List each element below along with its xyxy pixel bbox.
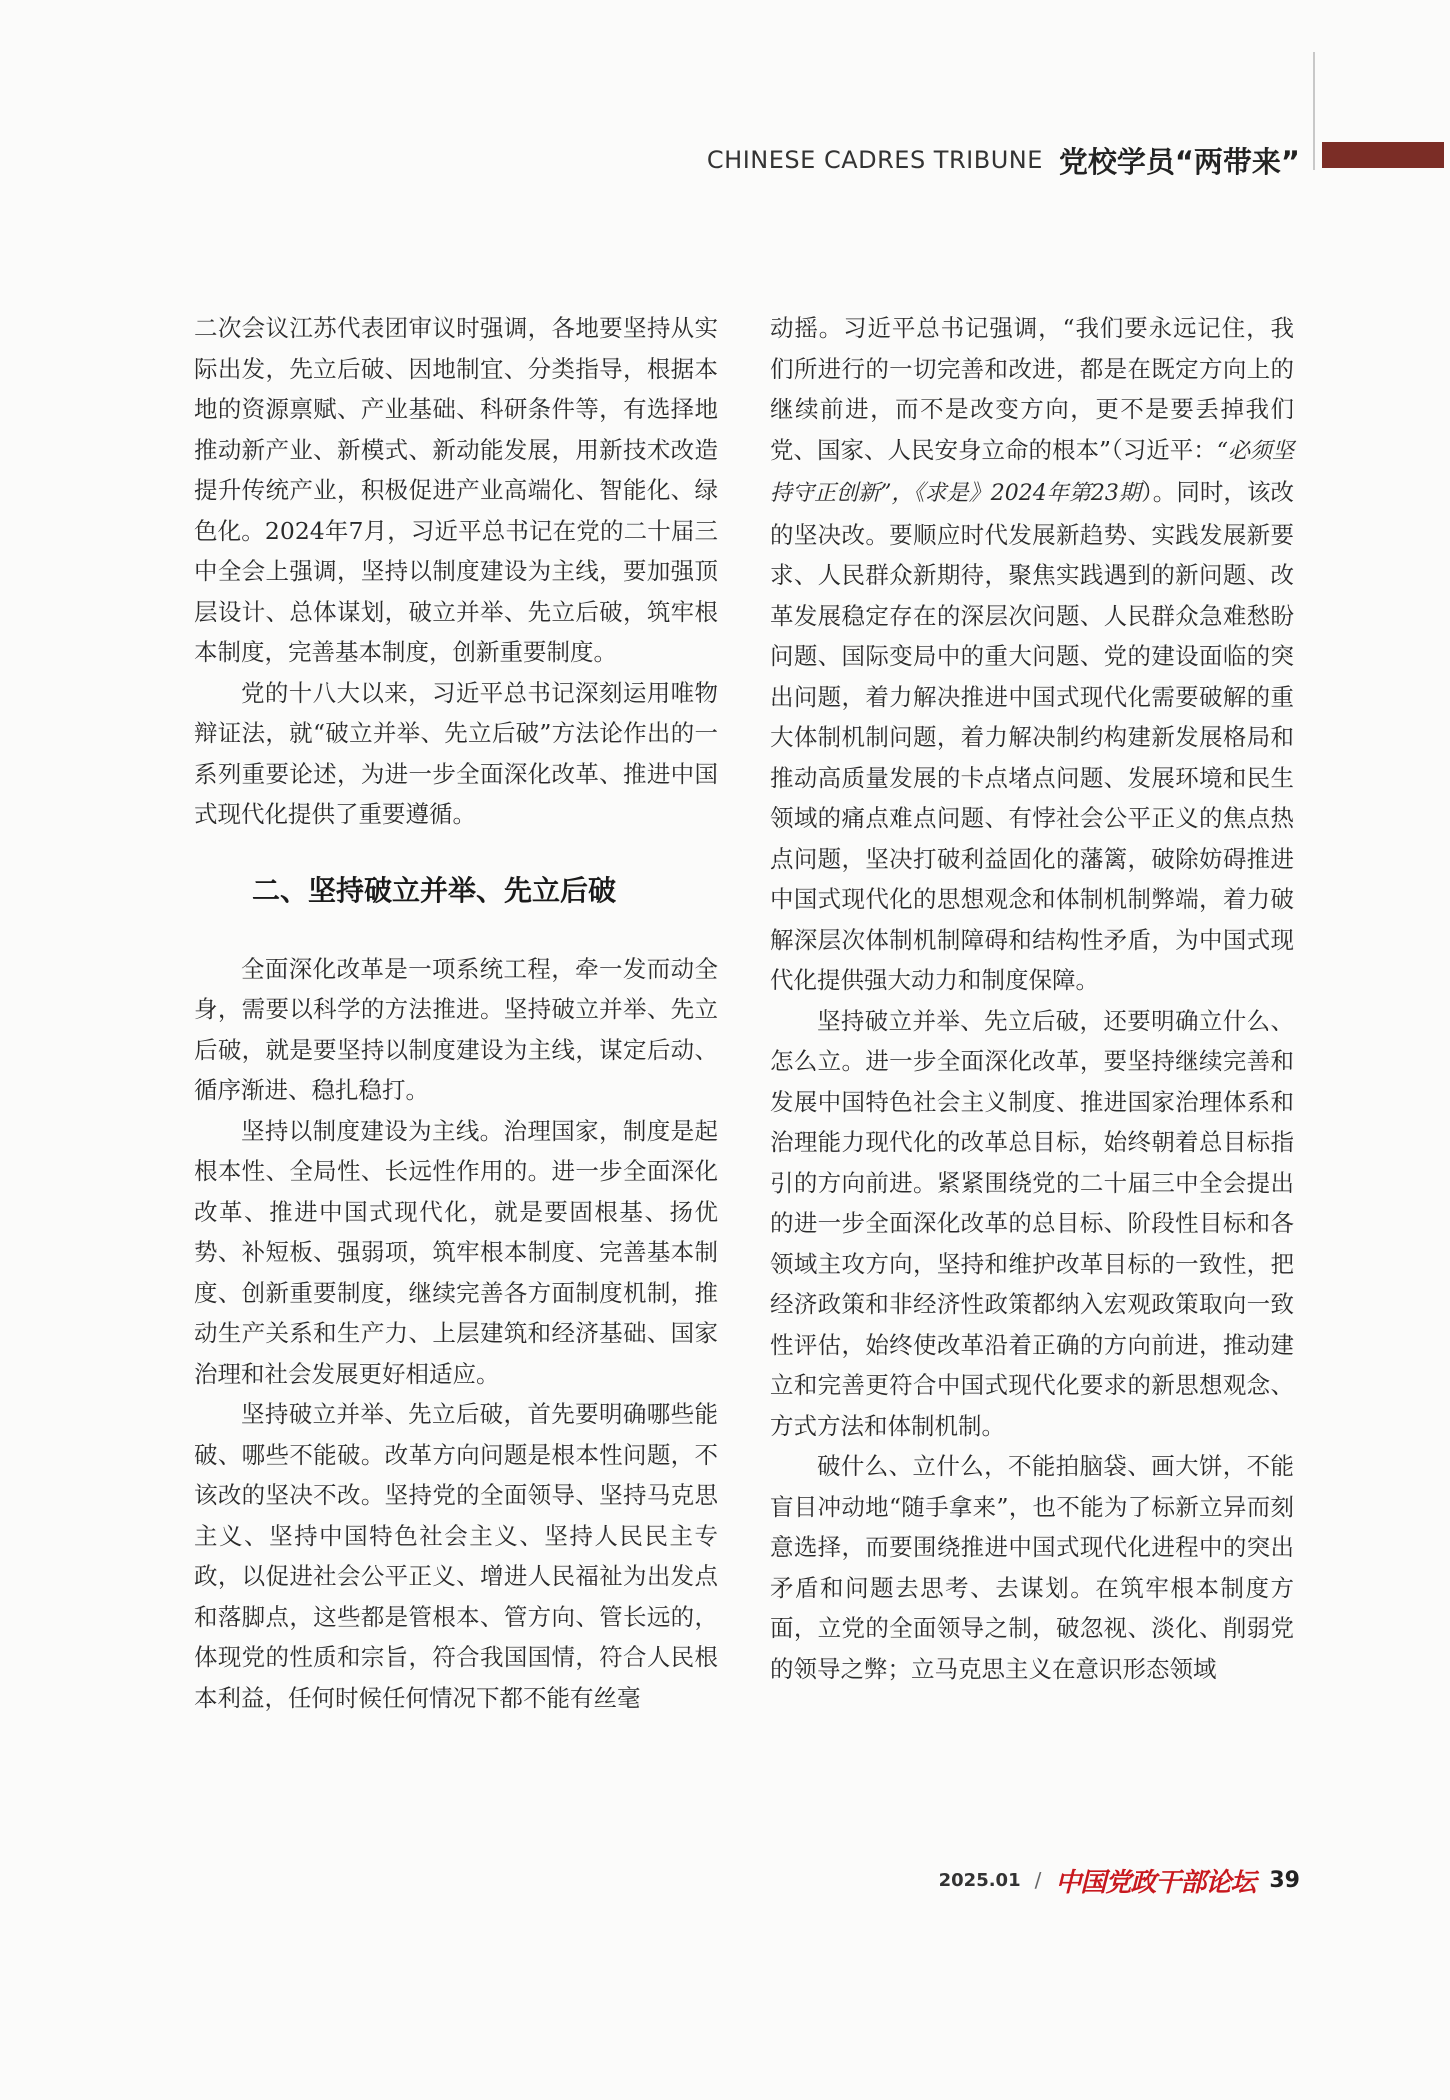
footer-separator: / [1034,1868,1042,1892]
paragraph: 坚持破立并举、先立后破，还要明确立什么、怎么立。进一步全面深化改革，要坚持继续完善和发展中国特色社会主义制度、推进国家治理体系和治理能力现代化的改革总目标，始终朝着总目标指引的方向前进。紧紧围绕党的二十届三中全会提出的进一步全面深化改革的总目标、阶段性目标和各领域主攻方向，坚持和维护改革目标的一致性，把经济政策和非经济性政策都纳入宏观政策取向一致性评估，始终使改革沿着正确的方向前进，推动建立和完善更符合中国式现代化要求的新思想观念、方式方法和体制机制。 [770,1006,1294,1440]
column-title: 党校学员“两带来” [1058,144,1300,179]
paragraph: 二次会议江苏代表团审议时强调，各地要坚持从实际出发，先立后破、因地制宜、分类指导，根据本地的资源禀赋、产业基础、科研条件等，有选择地推动新产业、新模式、新动能发展，用新技术改造提升传统产业，积极促进产业高端化、智能化、绿色化。2024年7月，习近平总书记在党的二十届三中全会上强调，坚持以制度建设为主线，要加强顶层设计、总体谋划，破立并举、先立后破，筑牢根本制度，完善基本制度，创新重要制度。 [194,314,718,666]
section-heading: 二、坚持破立并举、先立后破 [252,873,617,907]
paragraph-text: 动摇。习近平总书记强调，“我们要永远记住，我们所进行的一切完善和改进，都是在既定方向上的继续前进，而不是改变方向，更不是要丢掉我们党、国家、人民安身立命的根本”（习近平： [770,314,1294,464]
page-number: 39 [1269,1867,1300,1893]
issue-number: 2025.01 [938,1869,1021,1891]
citation: “必须坚持守正创新”，《求是》2024年第23期 [770,438,1295,506]
paragraph: 坚持破立并举、先立后破，首先要明确哪些能破、哪些不能破。改革方向问题是根本性问题，不该改的坚决不改。坚持党的全面领导、坚持马克思主义、坚持中国特色社会主义、坚持人民民主专政，以促进社会公平正义、增进人民福祉为出发点和落脚点，这些都是管根本、管方向、管长远的，体现党的性质和宗旨，符合我国国情，符合人民根本利益，任何时候任何情况下都不能有丝毫 [194,1400,718,1712]
magazine-english-title: CHINESE CADRES TRIBUNE [706,146,1043,174]
page-footer [938,1860,1300,1900]
paragraph: 全面深化改革是一项系统工程，牵一发而动全身，需要以科学的方法推进。坚持破立并举、先立后破，就是要坚持以制度建设为主线，谋定后动、循序渐进、稳扎稳打。 [194,954,718,1104]
magazine-logo: 中国党政干部论坛 [1055,1867,1256,1898]
header-divider-line [1313,52,1315,170]
paragraph: 党的十八大以来，习近平总书记深刻运用唯物辩证法，就“破立并举、先立后破”方法论作出的一系列重要论述，为进一步全面深化改革、推进中国式现代化提供了重要遵循。 [194,678,718,828]
paragraph [770,308,1294,1001]
paragraph: 坚持以制度建设为主线。治理国家，制度是起根本性、全局性、长远性作用的。进一步全面深化改革、推进中国式现代化，就是要固根基、扬优势、补短板、强弱项，筑牢根本制度、完善基本制度、创新重要制度，继续完善各方面制度机制，推动生产关系和生产力、上层建筑和经济基础、国家治理和社会发展更好相适应。 [194,1116,718,1388]
paragraph-text: ）。同时，该改的坚决改。要顺应时代发展新趋势、实践发展新要求、人民群众新期待，聚焦实践遇到的新问题、改革发展稳定存在的深层次问题、人民群众急难愁盼问题、国际变局中的重大问题、党的建设面临的突出问题，着力解决推进中国式现代化需要破解的重大体制机制问题，着力解决制约构建新发展格局和推动高质量发展的卡点堵点问题、发展环境和民生领域的痛点难点问题、有悖社会公平正义的焦点热点问题，坚决打破利益固化的藩篱，破除妨碍推进中国式现代化的思想观念和体制机制弊端，着力破解深层次体制机制障碍和结构性矛盾，为中国式现代化提供强大动力和制度保障。 [770,478,1295,994]
running-header [700,140,1300,180]
left-column [194,308,718,1718]
paragraph: 破什么、立什么，不能拍脑袋、画大饼，不能盲目冲动地“随手拿来”，也不能为了标新立异而刻意选择，而要围绕推进中国式现代化进程中的突出矛盾和问题去思考、去谋划。在筑牢根本制度方面，立党的全面领导之制，破忽视、淡化、削弱党的领导之弊；立马克思主义在意识形态领域 [770,1452,1294,1683]
header-accent-bar [1322,142,1444,168]
right-column [770,308,1294,1689]
